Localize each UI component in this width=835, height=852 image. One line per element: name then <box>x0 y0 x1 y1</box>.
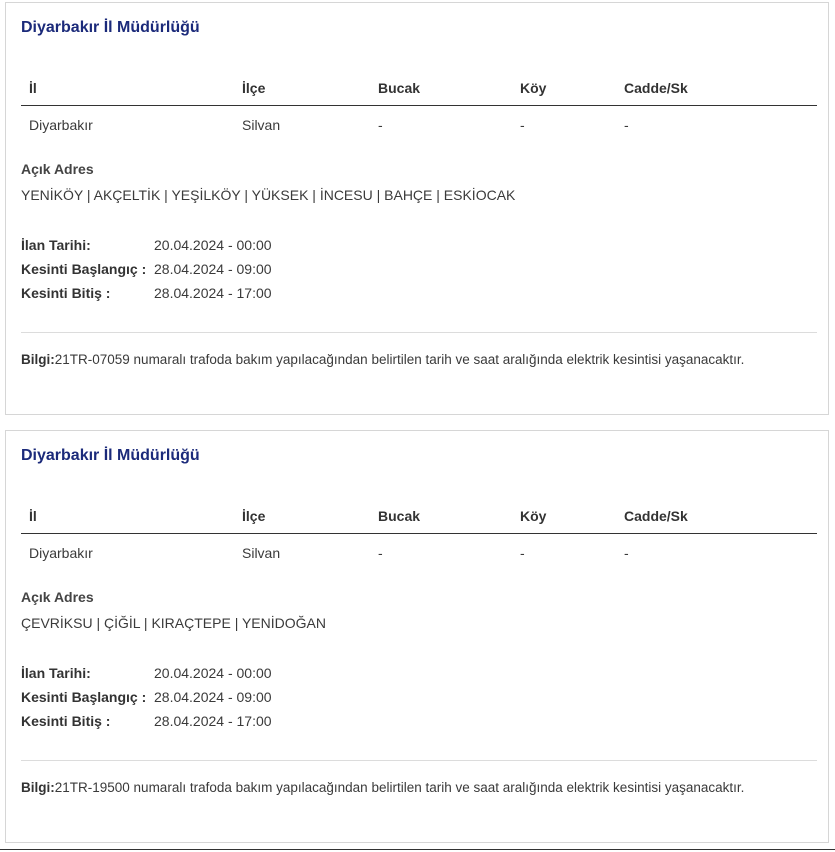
address-value: ÇEVRİKSU | ÇİĞİL | KIRAÇTEPE | YENİDOĞAN <box>21 615 326 631</box>
cell-koy: - <box>520 545 525 561</box>
date-value: 20.04.2024 - 00:00 <box>154 665 272 681</box>
header-cadde: Cadde/Sk <box>624 508 688 524</box>
location-table <box>21 77 817 146</box>
page-bottom-border <box>0 849 835 850</box>
header-il: İl <box>29 80 37 96</box>
outage-notice-card <box>5 2 829 415</box>
info-body: 21TR-19500 numaralı trafoda bakım yapılacağından belirtilen tarih ve saat aralığında elektrik kesintisi yaşanacaktır. <box>54 780 745 795</box>
header-cadde: Cadde/Sk <box>624 80 688 96</box>
table-row <box>21 534 817 574</box>
address-label: Açık Adres <box>21 161 94 177</box>
notice-title: Diyarbakır İl Müdürlüğü <box>21 447 200 464</box>
date-label: İlan Tarihi: <box>21 237 91 253</box>
date-value: 28.04.2024 - 09:00 <box>154 689 272 705</box>
info-text <box>21 352 744 367</box>
cell-ilce: Silvan <box>242 545 281 561</box>
header-bucak: Bucak <box>378 508 421 524</box>
date-label: İlan Tarihi: <box>21 665 91 681</box>
header-koy: Köy <box>520 80 547 96</box>
date-value: 20.04.2024 - 00:00 <box>154 237 272 253</box>
address-label: Açık Adres <box>21 589 94 605</box>
table-header-row <box>21 77 817 106</box>
date-value: 28.04.2024 - 17:00 <box>154 713 272 729</box>
info-body: 21TR-07059 numaralı trafoda bakım yapılacağından belirtilen tarih ve saat aralığında elektrik kesintisi yaşanacaktır. <box>54 352 745 367</box>
table-header-row <box>21 505 817 534</box>
location-table <box>21 505 817 574</box>
cell-koy: - <box>520 117 525 133</box>
notice-title: Diyarbakır İl Müdürlüğü <box>21 19 200 36</box>
cell-bucak: - <box>378 117 383 133</box>
cell-il: Diyarbakır <box>29 117 93 133</box>
date-label: Kesinti Başlangıç : <box>21 261 147 277</box>
header-koy: Köy <box>520 508 547 524</box>
divider <box>21 760 817 761</box>
cell-il: Diyarbakır <box>29 545 93 561</box>
header-ilce: İlçe <box>242 508 266 524</box>
cell-cadde: - <box>624 545 629 561</box>
date-value: 28.04.2024 - 09:00 <box>154 261 272 277</box>
cell-bucak: - <box>378 545 383 561</box>
cell-ilce: Silvan <box>242 117 281 133</box>
header-ilce: İlçe <box>242 80 266 96</box>
date-label: Kesinti Bitiş : <box>21 713 111 729</box>
header-il: İl <box>29 508 37 524</box>
date-value: 28.04.2024 - 17:00 <box>154 285 272 301</box>
date-label: Kesinti Başlangıç : <box>21 689 147 705</box>
info-label: Bilgi: <box>21 352 55 367</box>
outage-notice-card <box>5 430 829 843</box>
divider <box>21 332 817 333</box>
address-value: YENİKÖY | AKÇELTİK | YEŞİLKÖY | YÜKSEK | İNCESU | BAHÇE | ESKİOCAK <box>21 187 516 203</box>
cell-cadde: - <box>624 117 629 133</box>
table-row <box>21 106 817 146</box>
date-label: Kesinti Bitiş : <box>21 285 111 301</box>
header-bucak: Bucak <box>378 80 421 96</box>
info-label: Bilgi: <box>21 780 55 795</box>
info-text <box>21 780 744 795</box>
